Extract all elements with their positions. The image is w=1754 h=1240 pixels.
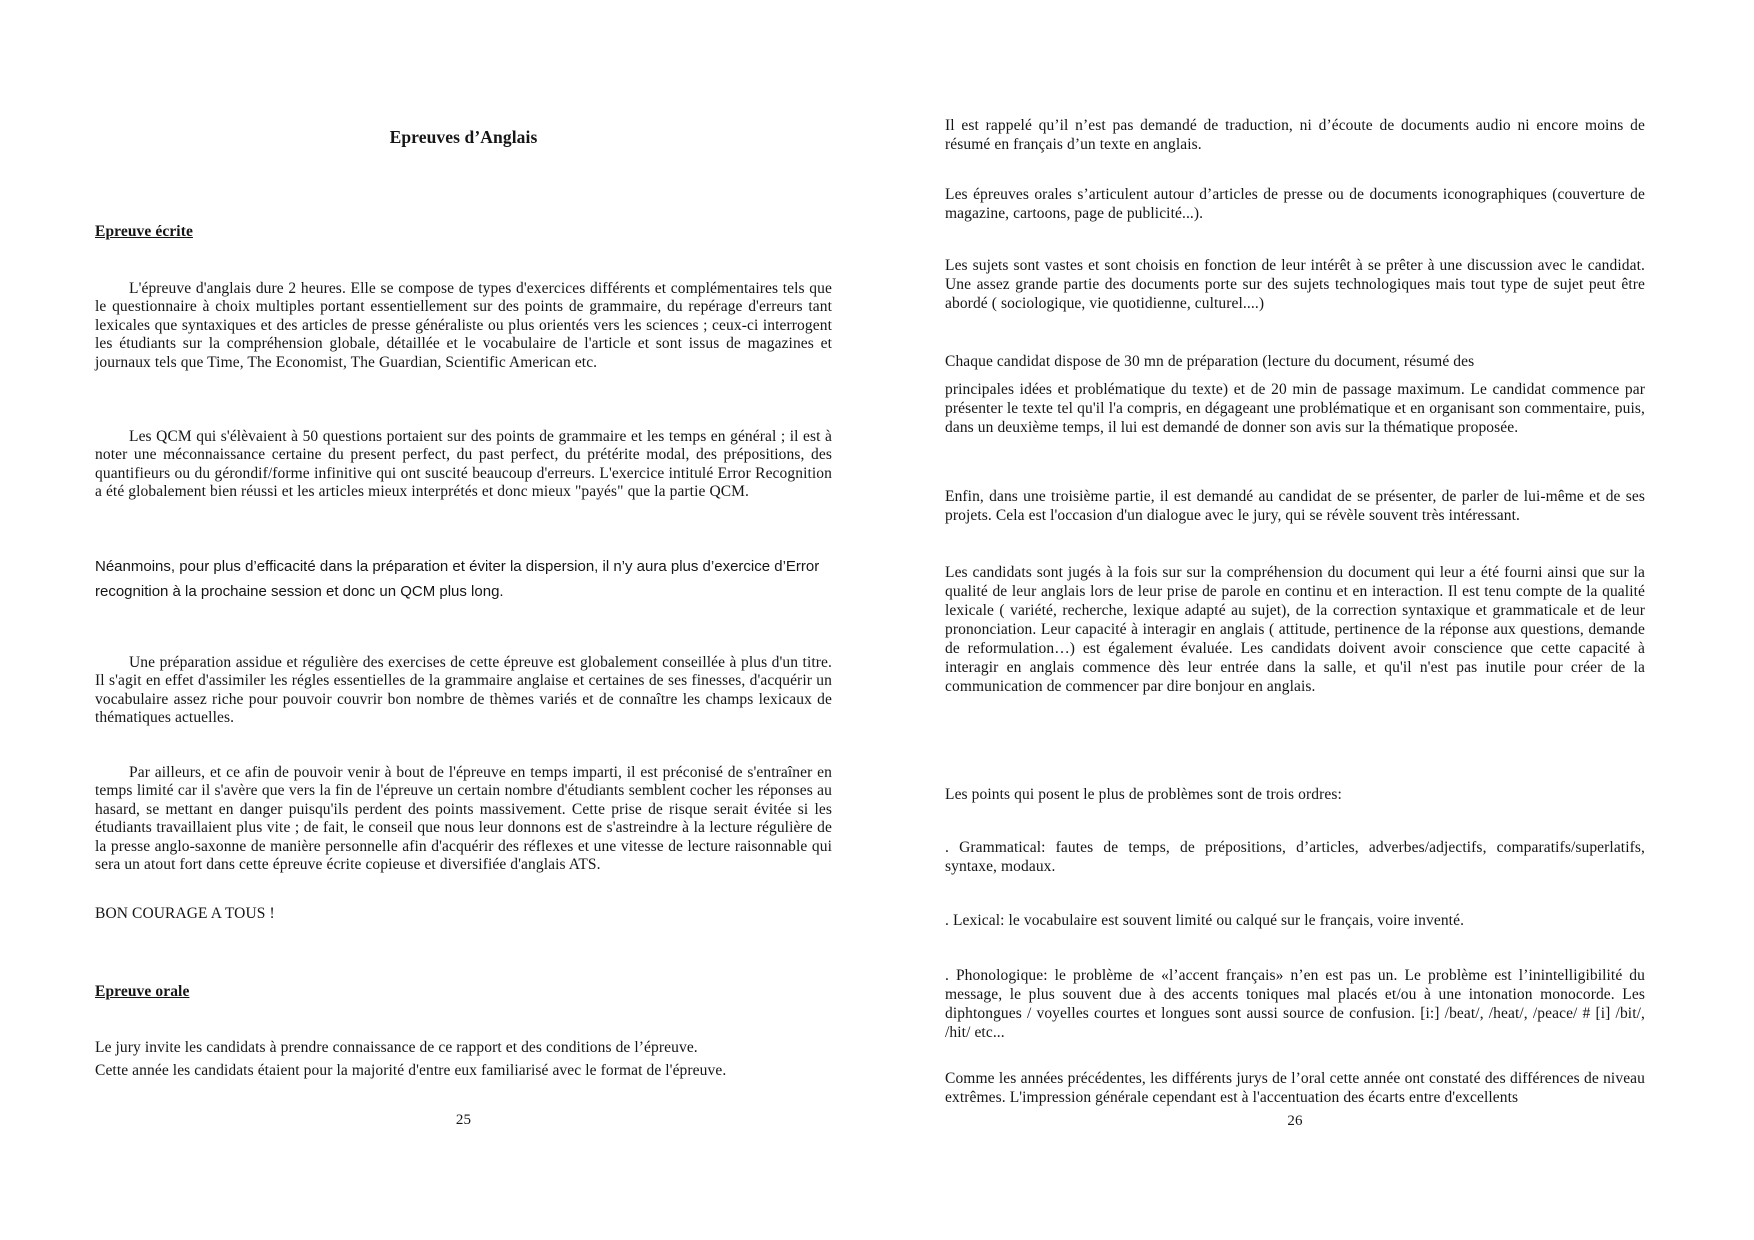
paragraph-candidats-juges: Les candidats sont jugés à la fois sur sur la compréhension du document qui leur a été fourni ainsi que sur la qualité de leur anglais lors de leur prise de parole en continu et en interaction. Il est tenu compte de la qualité lexicale ( variété, recherche, lexique adapté au sujet), de la correction syntaxique et grammaticale et de leur prononciation. Leur capacité à interagir en anglais ( attitude, pertinence de la réponse aux questions, demande de reformulation…) est également évaluée. Les candidats doivent avoir conscience que cette capacité à interagir en anglais commence dès leur entrée dans la salle, et qu'il n'est pas inutile pour créer de la communication de commencer par dire bonjour en anglais. (945, 563, 1645, 695)
paragraph-par-ailleurs: Par ailleurs, et ce afin de pouvoir venir à bout de l'épreuve en temps imparti, il est préconisé de s'entraîner en temps limité car il s'avère que vers la fin de l'épreuve un certain nombre d'étudiants semblent cocher les réponses au hasard, se mettant en danger puisqu'ils perdent des points massivement. Cette prise de risque serait évitée si les étudiants travaillaient plus vite ; de fait, le conseil que nous leur donnons est de s'astreindre à la lecture régulière de la presse anglo-saxonne de manière personnelle afin d'acquérir des réflexes et une vitesse de lecture raisonnable qui sera un atout fort dans cette épreuve écrite copieuse et diversifiée d'anglais ATS. (95, 763, 832, 873)
paragraph-sujets-vastes: Les sujets sont vastes et sont choisis en fonction de leur intérêt à se prêter à une discussion avec le candidat. Une assez grande partie des documents porte sur des sujets technologiques mais tout type de sujet peut être abordé ( sociologique, vie quotidienne, culturel....) (945, 256, 1645, 312)
paragraph-epreuve-intro: L'épreuve d'anglais dure 2 heures. Elle se compose de types d'exercices différents et complémentaires tels que le questionnaire à choix multiples portant essentiellement sur des points de grammaire, du repérage d'erreurs tant lexicales que syntaxiques et des articles de presse généraliste ou plus orientés vers les sciences ; ceux-ci interrogent les étudiants sur la compréhension globale, détaillée et le vocabulaire de l'article et sont issus de magazines et journaux tels que Time, The Economist, The Guardian, Scientific American etc. (95, 279, 832, 371)
paragraph-jury-invite: Le jury invite les candidats à prendre connaissance de ce rapport et des conditions de l’épreuve. (95, 1038, 698, 1056)
paragraph-lexical: . Lexical: le vocabulaire est souvent limité ou calqué sur le français, voire inventé. (945, 911, 1465, 929)
page-25 (95, 0, 832, 1240)
document-title: Epreuves d’Anglais (389, 126, 538, 147)
page-number-26: 26 (1287, 1113, 1303, 1129)
paragraph-epreuves-orales: Les épreuves orales s’articulent autour d’articles de presse ou de documents iconographiques (couverture de magazine, cartoons, page de publicité...). (945, 185, 1645, 222)
paragraph-enfin-troisieme-partie: Enfin, dans une troisième partie, il est demandé au candidat de se présenter, de parler de lui-même et de ses projets. Cela est l'occasion d'un dialogue avec le jury, qui se révèle souvent très intéressant. (945, 487, 1645, 524)
paragraph-qcm: Les QCM qui s'élèvaient à 50 questions portaient sur des points de grammaire et les temps en général ; il est à noter une méconnaissance certaine du present perfect, du past perfect, du prétérite modal, des prépositions, des quantifieurs ou du gérondif/forme infinitive qui ont suscité beaucoup d'erreurs. L'exercice intitulé Error Recognition a été globalement bien réussi et les articles mieux interprétés et donc mieux "payés" que la partie QCM. (95, 427, 832, 500)
section-heading-epreuve-ecrite: Epreuve écrite (95, 222, 193, 240)
paragraph-bon-courage: BON COURAGE A TOUS ! (95, 904, 275, 922)
paragraph-chaque-candidat: Chaque candidat dispose de 30 mn de préparation (lecture du document, résumé des (945, 352, 1475, 370)
paragraph-rappel-traduction: Il est rappelé qu’il n’est pas demandé de traduction, ni d’écoute de documents audio ni encore moins de résumé en français d’un texte en anglais. (945, 116, 1645, 153)
paragraph-cette-annee: Cette année les candidats étaient pour la majorité d'entre eux familiarisé avec le format de l'épreuve. (95, 1061, 727, 1079)
paragraph-points-problemes: Les points qui posent le plus de problèmes sont de trois ordres: (945, 785, 1342, 803)
paragraph-grammatical: . Grammatical: fautes de temps, de prépositions, d’articles, adverbes/adjectifs, comparatifs/superlatifs, syntaxe, modaux. (945, 838, 1645, 875)
page-number-25: 25 (455, 1112, 472, 1128)
section-heading-epreuve-orale: Epreuve orale (95, 982, 190, 1000)
paragraph-neanmoins: Néanmoins, pour plus d’efficacité dans la préparation et éviter la dispersion, il n’y aura plus d’exercice d’Error recognition à la prochaine session et donc un QCM plus long. (95, 558, 820, 600)
paragraph-phonologique: . Phonologique: le problème de «l’accent français» n’en est pas un. Le problème est l’inintelligibilité du message, le plus souvent due à des accents toniques mal placés et/ou à une intonation monocorde. Les diphtongues / voyelles courtes et longues sont aussi source de confusion. [i:] /beat/, /heat/, /peace/ # [i] /bit/, /hit/ etc... (945, 966, 1645, 1041)
paragraph-comme-annees-precedentes: Comme les années précédentes, les différents jurys de l’oral cette année ont constaté des différences de niveau extrêmes. L'impression générale cependant est à l'accentuation des écarts entre d'excellents (945, 1069, 1645, 1106)
paragraph-preparation: Une préparation assidue et régulière des exercises de cette épreuve est globalement conseillée à plus d'un titre. Il s'agit en effet d'assimiler les régles essentielles de la grammaire anglaise et certaines de ses finesses, d'acquérir un vocabulaire assez riche pour pouvoir couvrir bon nombre de thèmes variés et de connaître les champs lexicaux de thématiques actuelles. (95, 653, 832, 726)
page-26 (945, 0, 1645, 1240)
paragraph-principales-idees: principales idées et problématique du texte) et de 20 min de passage maximum. Le candidat commence par présenter le texte tel qu'il l'a compris, en dégageant une problématique et en organisant son commentaire, puis, dans un deuxième temps, il lui est demandé de donner son avis sur la thématique proposée. (945, 380, 1645, 436)
